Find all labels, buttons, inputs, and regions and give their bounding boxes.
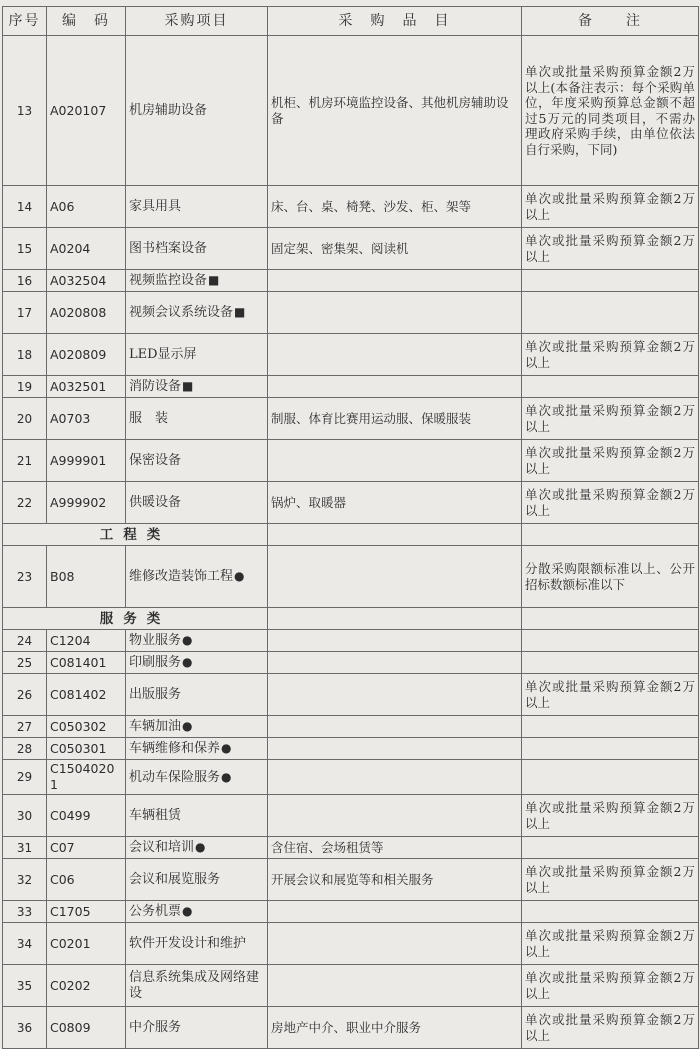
row-note: 单次或批量采购预算金额2万以上(本备注表示：每个采购单位，年度采购预算总金额不超过5万元的同类项目，不需办理政府采购手续，由单位依法自行采购，下同) — [522, 36, 699, 186]
row-code: A032501 — [47, 376, 126, 398]
row-code: C1705 — [47, 901, 126, 923]
square-mark-icon: ■ — [234, 305, 246, 319]
project-label: 视频会议系统设备 — [129, 305, 234, 320]
project-label: 视频监控设备 — [129, 273, 208, 288]
project-label: 车辆加油 — [129, 719, 182, 734]
header-goods: 采 购 品 目 — [268, 7, 522, 36]
row-note — [522, 630, 699, 652]
row-project — [126, 652, 268, 674]
table-row — [3, 674, 699, 716]
row-project — [126, 965, 268, 1007]
row-number: 16 — [3, 270, 47, 292]
row-number: 25 — [3, 652, 47, 674]
row-note: 单次或批量采购预算金额2万以上 — [522, 398, 699, 440]
row-project — [126, 186, 268, 228]
row-code: C0202 — [47, 965, 126, 1007]
table-row — [3, 965, 699, 1007]
project-label: 图书档案设备 — [129, 240, 208, 256]
project-label: 服 装 — [129, 410, 169, 426]
category-row — [3, 608, 699, 630]
row-number: 21 — [3, 440, 47, 482]
row-note: 单次或批量采购预算金额2万以上 — [522, 965, 699, 1007]
project-label: 中介服务 — [129, 1019, 182, 1035]
row-number: 35 — [3, 965, 47, 1007]
table-row — [3, 837, 699, 859]
row-code: A0204 — [47, 228, 126, 270]
row-project — [126, 795, 268, 837]
row-note — [522, 760, 699, 795]
row-code: C0809 — [47, 1007, 126, 1049]
circle-mark-icon: ● — [182, 655, 193, 669]
row-number: 23 — [3, 546, 47, 608]
row-code: A020809 — [47, 334, 126, 376]
row-code: C07 — [47, 837, 126, 859]
row-goods — [268, 292, 522, 334]
row-goods: 房地产中介、职业中介服务 — [268, 1007, 522, 1049]
row-project — [126, 398, 268, 440]
project-label: 软件开发设计和维护 — [129, 935, 247, 951]
table-row — [3, 652, 699, 674]
row-project — [126, 440, 268, 482]
row-code: A032504 — [47, 270, 126, 292]
row-project — [126, 923, 268, 965]
row-number: 31 — [3, 837, 47, 859]
square-mark-icon: ■ — [182, 379, 194, 393]
project-label: 会议和培训 — [129, 840, 195, 855]
row-code: A020808 — [47, 292, 126, 334]
row-note — [522, 652, 699, 674]
table-row — [3, 482, 699, 524]
header-note: 备 注 — [522, 7, 699, 36]
row-note: 单次或批量采购预算金额2万以上 — [522, 1007, 699, 1049]
project-label: 机动车保险服务 — [129, 769, 221, 785]
circle-mark-icon: ● — [234, 569, 245, 583]
row-code: C081402 — [47, 674, 126, 716]
row-note: 单次或批量采购预算金额2万以上 — [522, 795, 699, 837]
row-note — [522, 901, 699, 923]
table-row — [3, 923, 699, 965]
row-note: 单次或批量采购预算金额2万以上 — [522, 674, 699, 716]
row-number: 14 — [3, 186, 47, 228]
row-code: A999901 — [47, 440, 126, 482]
table-row — [3, 760, 699, 795]
category-empty-goods — [268, 524, 522, 546]
project-label: 信息系统集成及网络建设 — [129, 969, 260, 1001]
table-row — [3, 440, 699, 482]
table-row — [3, 398, 699, 440]
row-note — [522, 738, 699, 760]
table-row — [3, 738, 699, 760]
circle-mark-icon: ● — [182, 904, 193, 918]
row-number: 29 — [3, 760, 47, 795]
row-code: A999902 — [47, 482, 126, 524]
row-number: 24 — [3, 630, 47, 652]
row-goods: 床、台、桌、椅凳、沙发、柜、架等 — [268, 186, 522, 228]
row-goods — [268, 674, 522, 716]
row-project — [126, 546, 268, 608]
project-label: 家具用具 — [129, 198, 182, 214]
row-project — [126, 760, 268, 795]
row-goods — [268, 630, 522, 652]
row-code: B08 — [47, 546, 126, 608]
row-goods — [268, 652, 522, 674]
project-label: 会议和展览服务 — [129, 871, 221, 887]
table-row — [3, 859, 699, 901]
row-goods: 机柜、机房环境监控设备、其他机房辅助设备 — [268, 36, 522, 186]
row-number: 15 — [3, 228, 47, 270]
header-code: 编 码 — [47, 7, 126, 36]
row-goods — [268, 716, 522, 738]
row-note: 单次或批量采购预算金额2万以上 — [522, 482, 699, 524]
row-code: C081401 — [47, 652, 126, 674]
row-number: 22 — [3, 482, 47, 524]
project-label: 出版服务 — [129, 686, 182, 702]
row-goods — [268, 270, 522, 292]
row-project — [126, 482, 268, 524]
table-row — [3, 270, 699, 292]
row-project — [126, 376, 268, 398]
table-row — [3, 795, 699, 837]
category-row — [3, 524, 699, 546]
header-no: 序号 — [3, 7, 47, 36]
row-note: 单次或批量采购预算金额2万以上 — [522, 859, 699, 901]
row-goods: 开展会议和展览等和相关服务 — [268, 859, 522, 901]
row-goods: 固定架、密集架、阅读机 — [268, 228, 522, 270]
row-note — [522, 837, 699, 859]
circle-mark-icon: ● — [182, 719, 193, 733]
row-number: 33 — [3, 901, 47, 923]
row-code: A06 — [47, 186, 126, 228]
table-row — [3, 186, 699, 228]
row-goods — [268, 795, 522, 837]
row-number: 28 — [3, 738, 47, 760]
row-project — [126, 901, 268, 923]
table-row — [3, 630, 699, 652]
row-goods — [268, 440, 522, 482]
project-label: 印刷服务 — [129, 655, 182, 670]
circle-mark-icon: ● — [182, 633, 193, 647]
category-empty-note — [522, 524, 699, 546]
row-goods — [268, 738, 522, 760]
project-label: 消防设备 — [129, 379, 182, 394]
table-row — [3, 716, 699, 738]
row-project — [126, 334, 268, 376]
table-row — [3, 546, 699, 608]
row-note — [522, 716, 699, 738]
project-label: 车辆租赁 — [129, 807, 182, 823]
row-number: 34 — [3, 923, 47, 965]
table-body — [3, 36, 699, 1049]
row-code: C050301 — [47, 738, 126, 760]
square-mark-icon: ■ — [208, 273, 220, 287]
row-code: A0703 — [47, 398, 126, 440]
row-number: 18 — [3, 334, 47, 376]
row-note — [522, 270, 699, 292]
table-row — [3, 228, 699, 270]
row-project — [126, 292, 268, 334]
table-header-row — [3, 7, 699, 36]
row-note: 分散采购限额标准以上、公开招标数额标准以下 — [522, 546, 699, 608]
row-project — [126, 36, 268, 186]
row-code: C0499 — [47, 795, 126, 837]
table-row — [3, 292, 699, 334]
row-note — [522, 376, 699, 398]
row-project — [126, 630, 268, 652]
row-note: 单次或批量采购预算金额2万以上 — [522, 186, 699, 228]
row-project — [126, 228, 268, 270]
row-goods — [268, 965, 522, 1007]
row-number: 26 — [3, 674, 47, 716]
row-number: 36 — [3, 1007, 47, 1049]
category-label: 服务类 — [3, 608, 268, 630]
circle-mark-icon: ● — [221, 769, 232, 784]
row-goods — [268, 334, 522, 376]
row-note: 单次或批量采购预算金额2万以上 — [522, 440, 699, 482]
row-code: A020107 — [47, 36, 126, 186]
row-project — [126, 859, 268, 901]
table-row — [3, 376, 699, 398]
project-label: 物业服务 — [129, 633, 182, 648]
row-goods: 含住宿、会场租赁等 — [268, 837, 522, 859]
project-label: 公务机票 — [129, 904, 182, 919]
row-project — [126, 1007, 268, 1049]
project-label: 机房辅助设备 — [129, 102, 208, 118]
header-project: 采购项目 — [126, 7, 268, 36]
table-row — [3, 901, 699, 923]
row-goods — [268, 923, 522, 965]
table-row — [3, 1007, 699, 1049]
row-number: 19 — [3, 376, 47, 398]
category-empty-note — [522, 608, 699, 630]
row-goods — [268, 546, 522, 608]
row-number: 32 — [3, 859, 47, 901]
row-note: 单次或批量采购预算金额2万以上 — [522, 923, 699, 965]
row-goods — [268, 901, 522, 923]
table-row — [3, 334, 699, 376]
category-label: 工程类 — [3, 524, 268, 546]
project-label: 车辆维修和保养 — [129, 741, 221, 756]
circle-mark-icon: ● — [195, 840, 206, 854]
row-goods: 锅炉、取暖器 — [268, 482, 522, 524]
row-number: 30 — [3, 795, 47, 837]
row-goods: 制服、体育比赛用运动服、保暖服装 — [268, 398, 522, 440]
row-project — [126, 837, 268, 859]
category-empty-goods — [268, 608, 522, 630]
row-number: 27 — [3, 716, 47, 738]
project-label: 维修改造装饰工程 — [129, 569, 234, 584]
circle-mark-icon: ● — [221, 741, 232, 755]
row-note: 单次或批量采购预算金额2万以上 — [522, 334, 699, 376]
row-project — [126, 716, 268, 738]
row-note — [522, 292, 699, 334]
row-project — [126, 674, 268, 716]
row-goods — [268, 760, 522, 795]
row-number: 17 — [3, 292, 47, 334]
row-code: C06 — [47, 859, 126, 901]
row-code: C050302 — [47, 716, 126, 738]
row-code: C0201 — [47, 923, 126, 965]
project-label: 供暖设备 — [129, 494, 182, 510]
row-project — [126, 738, 268, 760]
row-number: 20 — [3, 398, 47, 440]
row-project — [126, 270, 268, 292]
project-label: LED显示屏 — [129, 346, 197, 362]
row-code: C15040201 — [47, 760, 126, 795]
row-note: 单次或批量采购预算金额2万以上 — [522, 228, 699, 270]
procurement-table — [2, 6, 699, 1049]
project-label: 保密设备 — [129, 452, 182, 468]
row-goods — [268, 376, 522, 398]
table-row — [3, 36, 699, 186]
row-code: C1204 — [47, 630, 126, 652]
row-number: 13 — [3, 36, 47, 186]
